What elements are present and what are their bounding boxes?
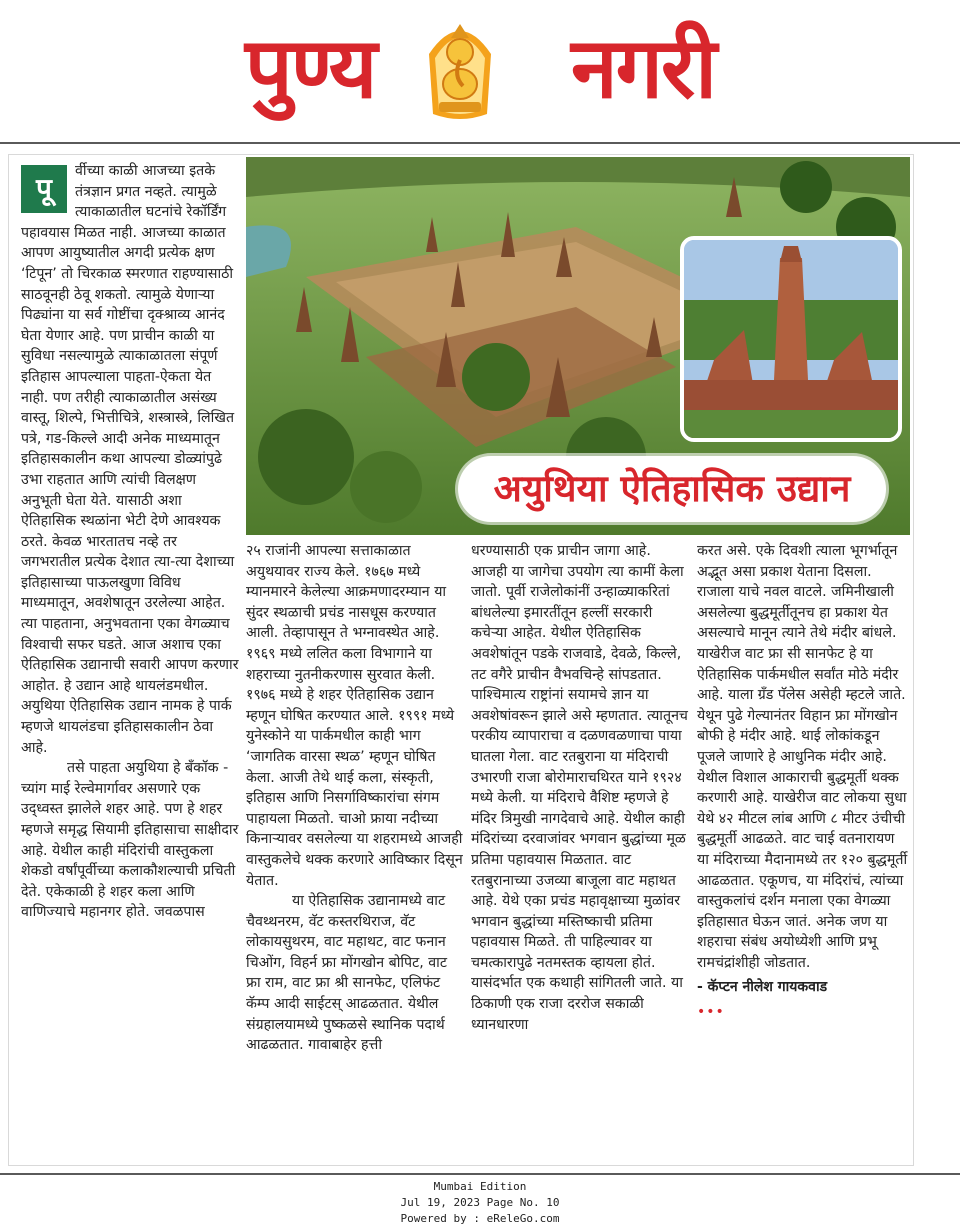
paragraph-text: तसे पाहता अयुथिया हे बँकॉक - च्यांग माई रेल्वेमार्गावर असणारे एक उद्ध्वस्त झालेले शहर आहे. पण हे शहर म्हणजे समृद्ध सियामी इतिहासाचा साक्षीदार आहे. येथील काही मंदिरांची वास्तुकला शेकडो वर्षांपूर्वीच्या कलाकौशल्याची प्रचिती देते. एकेकाळी हे शहर कला आणि वाणिज्याचे महानगर होते. जवळपास — [21, 760, 239, 921]
dots-text: ••• — [697, 1004, 725, 1021]
paragraph: २५ राजांनी आपल्या सत्ताकाळात अयुथयावर राज्य केले. १७६७ मध्ये म्यानमारने केलेल्या आक्रमणादरम्यान या सुंदर स्थळाची प्रचंड नासधूस करण्यात आली. तेव्हापासून ते भग्नावस्थेत आहे. १९६९ मध्ये ललित कला विभागाने या शहराच्या नुतनीकरणास सुरवात केली. १९७६ मध्ये हे शहर ऐतिहासिक उद्यान म्हणून घोषित करण्यात आले. १९९१ मध्ये युनेस्कोने या पार्कमधील काही भाग ‘जागतिक वारसा स्थळ’ म्हणून घोषित केला. आजी तेथे थाई कला, संस्कृती, इतिहास आणि निसर्गाविष्कारांचा संगम पाहायला मिळतो. चाओ फ्राया नदीच्या किनाऱ्यावर वसलेल्या या शहरामध्ये आजही वास्तुकलेचे थक्क करणारे आविष्कार दिसून येतात. — [246, 543, 463, 889]
byline: - कॅप्टन नीलेश गायकवाड — [697, 979, 828, 996]
paragraph: धरण्यासाठी एक प्राचीन जागा आहे. आजही या जागेचा उपयोग त्या कामीं केला जातो. पूर्वी राजेलोकांनीं उन्हाळ्याकरितां बांधलेल्या इमारतींतून हल्लीं सरकारी कचेऱ्या आहेत. येथील ऐतिहासिक अवशेषांतून पडके राजवाडे, देवळे, किल्ले, तट वगैरे प्राचीन वैभवचिन्हे सांपडतात. पाश्चिमात्य राष्ट्रांनां सयामचे ज्ञान या अवशेषांवरून झाले असे म्हणतात. त्यातूनच परकीय व्यापाराचा व दळणवळणाचा पाया घातला गेला. वाट रतबुराना या मंदिराची उभारणी राजा बोरोमाराचथिरत याने १९२४ मध्ये केली. या मंदिराचे वैशिष्ट म्हणजे हे मंदिर त्रिमुखी नागदेवाचे आहे. येथील काही मंदिरांच्या दरवाजांवर भगवान बुद्धांच्या मूळ प्रतिमा पहावयास मिळतात. वाट रतबुरानाच्या उजव्या बाजूला वाट महाथत आहे. येथे एका प्रचंड महावृक्षाच्या मुळांवर भगवान बुद्धांच्या मस्तिष्काची प्रतिमा पहावयास मिळते. ती पाहिल्यावर या चमत्कारापुढे नतमस्तक व्हायला होतं. यासंदर्भात एक कथाही सांगितली जाते. या ठिकाणी एक राजा दररोज सकाळी ध्यानधारणा — [471, 543, 688, 1033]
prang-tower-image — [684, 240, 898, 438]
headline-banner — [458, 456, 886, 522]
article-headline: अयुथिया ऐतिहासिक उद्यान — [493, 467, 851, 510]
article-photo — [246, 157, 910, 535]
title-left-word: पुण्य — [245, 19, 376, 117]
temple-inset-photo — [680, 236, 902, 442]
article-column-4 — [697, 541, 909, 1023]
date-page-label: Jul 19, 2023 Page No. 10 — [400, 1196, 560, 1209]
paragraph-text: या ऐतिहासिक उद्यानामध्ये वाट चैवथ्थनरम, वॅट कस्तरथिराज, वॅट लोकायसुथरम, वाट महाथट, वाट फनान चिओंग, विहर्न फ्रा मोंगखोन बोपिट, वाट फ्रा राम, वाट फ्रा श्री सानफेट, एलिफंट कॅम्प आदी साईटस् आढळतात. येथील संग्रहालयामध्ये पुष्कळसे स्थानिक पदार्थ आढळतात. गावाबाहेर हत्ती — [246, 893, 447, 1054]
end-dots — [697, 1002, 909, 1023]
article-column-2 — [246, 541, 464, 1056]
article-column-1 — [21, 161, 239, 923]
title-right-word: नगरी — [570, 19, 715, 117]
masthead — [0, 0, 960, 144]
footer-divider — [0, 1173, 960, 1175]
newspaper-title — [245, 8, 715, 128]
article — [8, 154, 914, 1166]
dropcap: पू — [21, 165, 67, 213]
paragraph-indented — [21, 758, 239, 923]
article-column-3 — [471, 541, 689, 1035]
ganesha-icon — [421, 14, 499, 124]
masthead-divider — [0, 142, 960, 144]
paragraph: र्वीच्या काळी आजच्या इतके तंत्रज्ञान प्रगत नव्हते. त्यामुळे त्याकाळातील घटनांचे रेकॉर्डिंग पहावयास मिळत नाही. आजच्या काळात आपण आयुष्यातील अगदी प्रत्येक क्षण ‘टिपून’ तो चिरकाळ स्मरणात राहण्यासाठी साठवूनही ठेवू शकतो. त्यामुळे येणाऱ्या पिढ्यांना या सर्व गोष्टींचा दृक्श्राव्य आनंद घेता येणार आहे. पण प्राचीन काळी या सुविधा नसल्यामुळे त्याकाळातला संपूर्ण इतिहास आपल्याला पाहता-ऐकता येत नाही. पण तरीही त्याकाळातील असंख्य वास्तू, शिल्पे, भित्तीचित्रे, शस्त्रास्त्रे, लिखित पत्रे, गड-किल्ले आदी अनेक माध्यमातून इतिहासकालीन कथा आपल्या डोळ्यांपुढे उभा राहतात आणि त्यांची विलक्षण अनुभूती घेता येते. यासाठी अशा ऐतिहासिक स्थळांना भेटी देणे आवश्यक ठरते. केवळ भारतातच नव्हे तर जगभरातील प्रत्येक देशात त्या-त्या देशाच्या इतिहासाच्या पाऊलखुणा विविध माध्यमातून, अवशेषातून उरलेल्या आहेत. त्या पाहताना, अनुभवताना एका वेगळ्याच विश्वाची सफर घडते. आज अशाच एका ऐतिहासिक उद्यानाची सवारी आपण करणार आहोत. हे उद्यान आहे थायलंडमधील. अयुथिया ऐतिहासिक उद्यान नामक हे पार्क म्हणजे थायलंडचा इतिहासकालीन ठेवा आहे. — [21, 163, 239, 756]
edition-label: Mumbai Edition — [433, 1180, 527, 1193]
powered-by-label[interactable]: Powered by : eReleGo.com — [400, 1212, 560, 1225]
paragraph: करत असे. एके दिवशी त्याला भूगर्भातून अद्भूत असा प्रकाश येताना दिसला. राजाला याचे नवल वाटले. जमिनीखाली असलेल्या बुद्धमूर्तीतूनच हा प्रकाश येत असल्याचे मानून त्याने तेथे मंदीर बांधले. याखेरीज वाट फ्रा सी सानफेट हे या ऐतिहासिक पार्कमधील सर्वांत मोठे मंदीर आहे. याला ग्रँड पॅलेस असेही म्हटले जाते. येथून पुढे गेल्यानंतर विहान फ्रा मोंगखोन बोफी हे मंदीर आहे. थाई लोकांकडून पूजले जाणारे हे आधुनिक मंदीर आहे. येथील विशाल आकाराची बुद्धमूर्ती थक्क करणारी आहे. याखेरीज वाट लोकया सुधा येथे ४२ मीटल लांब आणि ८ मीटर उंचीची बुद्धमूर्ती आढळते. वाट चाई वतनारायण या मंदिराच्या मैदानामध्ये तर १२० बुद्धमूर्ती आढळतात. एकूणच, या मंदिरांचं, त्यांच्या वास्तुकलांचं दर्शन मनाला एका वेगळ्या इतिहासात घेऊन जातं. अनेक जण या शहराचा संबंध अयोध्येशी आणि प्रभू रामचंद्रांशीही जोडतात. — [697, 543, 908, 971]
paragraph-indented — [246, 891, 464, 1056]
